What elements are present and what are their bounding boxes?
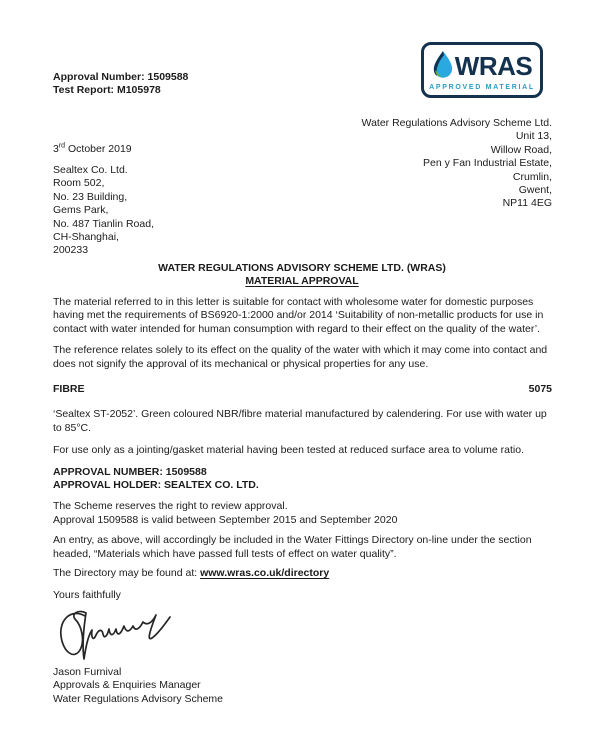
address-line: Water Regulations Advisory Scheme Ltd. bbox=[361, 117, 552, 129]
signature-image bbox=[55, 604, 181, 666]
address-line: 200233 bbox=[53, 244, 89, 257]
reference-block bbox=[53, 71, 188, 98]
approved-material-tagline: APPROVED MATERIAL bbox=[429, 84, 535, 92]
body-paragraph-2: The reference relates solely to its effect on the quality of the water with which it may come into contact and does not signify the approval of its mechanical or physical properties for any use. bbox=[53, 344, 548, 370]
date-rest: October 2019 bbox=[65, 143, 132, 155]
review-line-2: Approval 1509588 is valid between September 2015 and September 2020 bbox=[53, 513, 398, 526]
directory-line bbox=[53, 567, 552, 580]
address-line: Unit 13, bbox=[515, 130, 552, 143]
signatory-name: Jason Furnival bbox=[53, 665, 122, 678]
date-ordinal-suffix: rd bbox=[58, 142, 66, 150]
material-code: 5075 bbox=[528, 383, 552, 396]
directory-entry-paragraph: An entry, as above, will accordingly be included in the Water Fittings Directory on-line under the section headed, “Materials which have passed full tests of effect on water quality”. bbox=[53, 534, 532, 560]
letter-title-line2: MATERIAL APPROVAL bbox=[245, 275, 359, 288]
approval-details bbox=[53, 466, 552, 493]
address-line: Pen y Fan Industrial Estate, bbox=[423, 157, 552, 170]
approval-number-line bbox=[53, 466, 552, 479]
approval-number-label: APPROVAL NUMBER: bbox=[53, 465, 163, 478]
review-line-1: The Scheme reserves the right to review approval. bbox=[53, 500, 288, 513]
address-line: NP11 4EG bbox=[502, 197, 552, 210]
address-line: Room 502, bbox=[53, 177, 105, 190]
address-line: No. 23 Building, bbox=[53, 190, 128, 203]
approval-holder-value: SEALTEX CO. LTD. bbox=[164, 479, 259, 492]
letter-date bbox=[53, 143, 132, 156]
test-report-line: Test Report: M105978 bbox=[53, 84, 161, 97]
approval-holder-label: APPROVAL HOLDER: bbox=[53, 479, 162, 492]
approval-holder-line bbox=[53, 479, 552, 492]
signatory-block bbox=[53, 666, 552, 706]
sender-address-block bbox=[362, 117, 552, 211]
recipient-address-block bbox=[53, 164, 154, 258]
material-name: FIBRE bbox=[53, 383, 85, 396]
address-line: Crumlin, bbox=[512, 170, 552, 183]
wras-brand-text: WRAS bbox=[454, 51, 533, 81]
material-usage-note: For use only as a jointing/gasket material having been tested at reduced surface area to volume ratio. bbox=[53, 444, 525, 457]
signatory-organisation: Water Regulations Advisory Scheme bbox=[53, 692, 224, 705]
material-description: ‘Sealtex ST-2052’. Green coloured NBR/fibre material manufactured by calendering. For use with water up to 85°C. bbox=[53, 408, 547, 434]
address-line: Gems Park, bbox=[53, 204, 109, 217]
directory-lead-in: The Directory may be found at: bbox=[53, 567, 201, 580]
wras-logo bbox=[421, 42, 543, 98]
approval-number-line: Approval Number: 1509588 bbox=[53, 71, 189, 83]
letter-title-line1: WATER REGULATIONS ADVISORY SCHEME LTD. (WRAS) bbox=[158, 262, 446, 274]
signatory-role: Approvals & Enquiries Manager bbox=[53, 679, 201, 692]
address-line: Gwent, bbox=[518, 184, 552, 197]
letter-title bbox=[0, 262, 604, 289]
material-row bbox=[53, 383, 552, 396]
address-line: Sealtex Co. Ltd. bbox=[53, 164, 128, 176]
date-day: 3 bbox=[53, 143, 59, 155]
wras-logo-top bbox=[432, 50, 532, 82]
body-paragraph-1: The material referred to in this letter is suitable for contact with wholesome water for domestic purposes having met the requirements of BS6920-1:2000 and/or 2014 ‘Suitability of non-metallic products for use in contact with water intended for human consumption with regard to their effect on the quality of the water’. bbox=[53, 296, 544, 335]
valediction: Yours faithfully bbox=[53, 588, 121, 601]
address-line: CH-Shanghai, bbox=[53, 231, 119, 244]
letter-body bbox=[53, 296, 552, 706]
water-drop-icon bbox=[432, 50, 454, 82]
directory-link[interactable]: www.wras.co.uk/directory bbox=[200, 567, 330, 580]
address-line: No. 487 Tianlin Road, bbox=[53, 217, 154, 230]
approval-number-value: 1509588 bbox=[165, 465, 207, 478]
review-block bbox=[53, 500, 552, 527]
address-line: Willow Road, bbox=[490, 143, 552, 156]
